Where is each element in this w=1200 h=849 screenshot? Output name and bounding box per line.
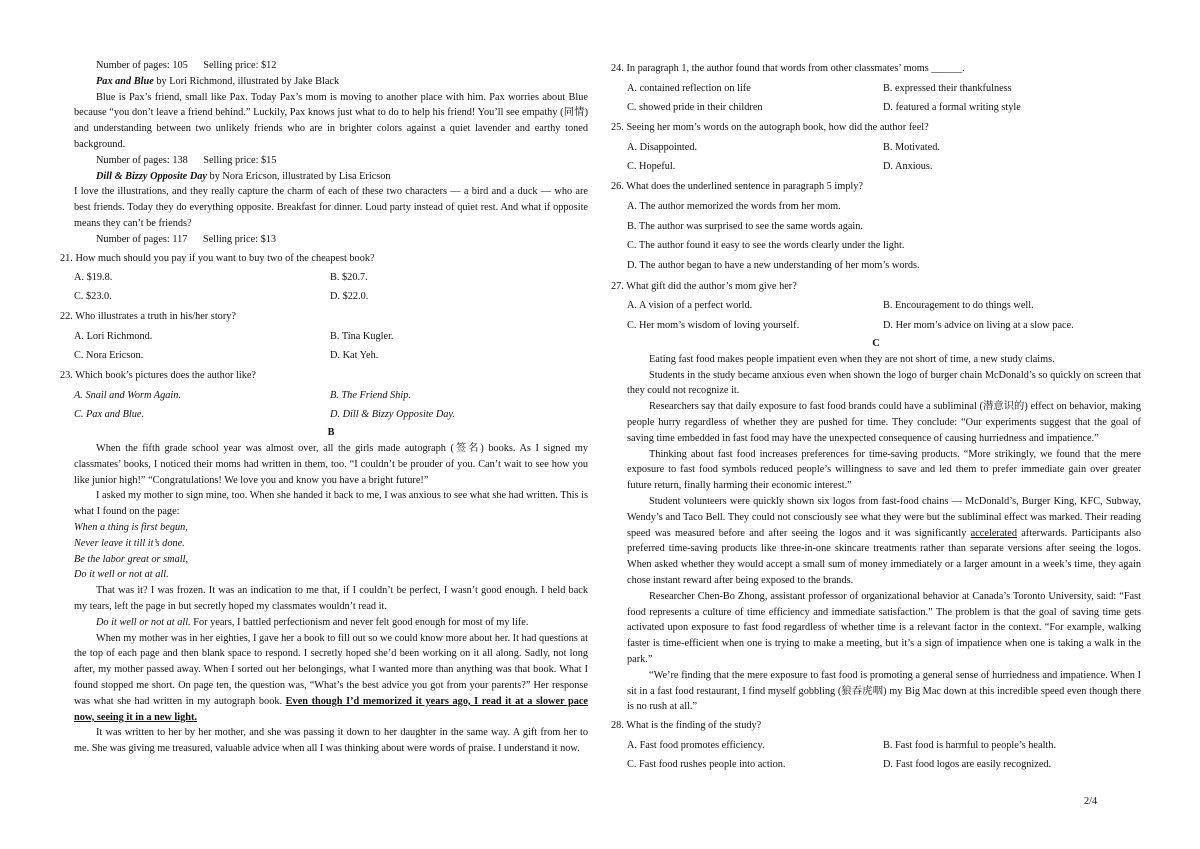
option-d: D. Fast food logos are easily recognized. [883,759,1052,771]
book3-description: I love the illustrations, and they really capture the charm of each of these two characters — a bird and a duck — who are best friends. Today they do everything opposite. Breakfast for dinner. Loud party instead of quiet rest. And what if opposite means they can’t be friends? [74,186,588,229]
passage-c-paragraph-6: Researcher Chen-Bo Zhong, assistant professor of organizational behavior at Canada’s Toronto University, said: “Fast food represents a culture of time efficiency and immediate satisfaction.” The problem is that the goal of saving time gets activated upon exposure to fast food regardless of whether time is a relevant factor in the context. “For example, walking faster is time-efficient when one is trying to make a meeting, but it’s a sign of impatience when one is taking a walk in the park.” [627,590,1141,665]
question-26-options [611,197,1141,275]
option-a: A. Lori Richmond. [74,331,153,343]
question-21: 21. How much should you pay if you want to buy two of the cheapest book? [60,252,375,264]
option-a: A. The author memorized the words from her mom. [627,201,841,213]
passage-c-paragraph-1: Eating fast food makes people impatient even when they are not short of time, a new study claims. [649,353,1055,365]
passage-c-paragraph-5 [627,494,1141,589]
book1-info: Number of pages: 105 Selling price: $12 [96,60,277,71]
option-c: C. The author found it easy to see the words clearly under the light. [627,240,905,252]
option-b: B. The author was surprised to see the same words again. [627,220,864,232]
book3-info: Number of pages: 117 Selling price: $13 [96,233,277,245]
option-b: B. $20.7. [330,272,368,284]
passage-c-paragraph-7: “We’re finding that the mere exposure to fast food is promoting a general sense of hurriedness and impatience. When I sit in a fast food restaurant, I find myself gobbling (狼吞虎咽) my Big Mac down at this incredible speed even though there is no rush at all.” [627,669,1141,713]
option-d: D. Her mom’s advice on living at a slow pace. [883,319,1074,331]
book3-heading [74,169,588,185]
poem-line: Do it well or not at all. [74,569,169,581]
option-c: C. Fast food rushes people into action. [627,759,786,771]
passage-b-paragraph-5 [74,631,588,726]
passage-b-paragraph-1: When the fifth grade school year was almost over, all the girls made autograph (签名) books. As I signed my classmates’ books, I noticed their moms had written in them, too. “I couldn’t be prouder of you. Can’t wait to see how you like junior high!” “Congratulations! We love you and know you have a bright future!” [74,442,588,486]
option-d: D. $22.0. [330,291,369,303]
book2-byline: by Lori Richmond, illustrated by Jake Black [153,75,340,87]
book2-heading [74,74,588,90]
passage-c [611,352,1141,715]
poem-line: Never leave it till it’s done. [74,537,185,549]
option-a: A. Fast food promotes efficiency. [627,739,765,751]
question-25-options [611,138,1141,176]
paragraph-text: When my mother was in her eighties, I gave her a book to fill out so we could know more about her. It had questions at the top of each page and then blank space to respond. I secretly hoped she’d been working on it all along. Sadly, not long after, my mother passed away. When I sorted out her belongings, what I wanted more than anything was that book. What I found stopped me short. On page ten, the question was, “What’s the best advice you got from your parents?” Her response was what she had written in my autograph book. [74,632,588,707]
option-b: B. Motivated. [883,142,940,153]
question-22: 22. Who illustrates a truth in his/her story? [60,311,236,323]
section-b-heading: B [327,426,335,438]
option-c: C. Pax and Blue. [74,408,145,420]
passage-c-paragraph-2: Students in the study became anxious even when shown the logo of burger chain McDonald’s so quickly on screen that they could not recognize it. [627,369,1141,397]
question-24-options [611,79,1141,117]
poem-line: Be the labor great or small, [74,553,189,565]
question-27: 27. What gift did the author’s mom give her? [611,280,797,292]
option-d: D. featured a formal writing style [883,102,1021,113]
option-c: C. showed pride in their children [627,102,763,113]
underlined-word: accelerated [970,527,1017,539]
option-b: B. Encouragement to do things well. [883,300,1034,312]
question-28: 28. What is the finding of the study? [611,720,762,732]
option-c: C. $23.0. [74,291,112,303]
question-25: 25. Seeing her mom’s words on the autograph book, how did the author feel? [611,122,929,134]
right-column [611,58,1141,774]
underlined-sentence: Even though I’d memorized it years ago, I read it at a slower pace now, seeing it in a new light. [74,695,589,723]
question-22-options [74,327,588,365]
passage-c-paragraph-4: Thinking about fast food increases preferences for time-saving products. “More strikingly, we found that the mere exposure to fast food symbols reduced people’s willingness to save and led them to prefer immediate gain over greater future return, finally harming their economic interest.” [627,448,1141,492]
book3-byline: by Nora Ericson, illustrated by Lisa Ericson [206,170,391,182]
option-b: B. The Friend Ship. [330,389,411,401]
option-a: A. contained reflection on life [627,82,751,94]
question-26: 26. What does the underlined sentence in paragraph 5 imply? [611,181,864,193]
option-b: B. expressed their thankfulness [883,82,1012,94]
option-a: A. Snail and Worm Again. [74,389,181,401]
book2-title: Pax and Blue [96,75,154,87]
option-d: D. Anxious. [883,161,933,173]
option-b: B. Tina Kugler. [330,331,394,343]
option-d: D. The author began to have a new understanding of her mom’s words. [627,259,920,271]
question-23-options [74,386,588,424]
left-column [60,58,589,757]
passage-c-paragraph-3: Researchers say that daily exposure to fast food brands could have a subliminal (潜意识的) effect on behavior, making people hurry regardless of whether they are pushed for time. They conclude: “Our experiments suggest that the goal of saving time embedded in fast food may have the unexpected consequence of causing hurriedness and impatience.” [627,401,1141,444]
option-a: A. A vision of a perfect world. [627,300,753,312]
paragraph-text: Student volunteers were quickly shown six logos from fast-food chains — McDonald’s, Burger King, KFC, Subway, Wendy’s and Taco Bell. They could not consciously see what they were but the subliminal effect was marked. Their reading speed was measured before and after seeing the logos and it was significantly [627,495,1141,539]
option-d: D. Kat Yeh. [330,350,379,362]
option-c: C. Hopeful. [627,161,676,173]
book2-description: Blue is Pax’s friend, small like Pax. Today Pax’s mom is moving to another place with him. Pax worries about Blue because “you don’t leave a friend behind.” Luckily, Pax knows just what to do to help his friend! You’ll see empathy (同情) and understanding between two unlikely friends who are in brighter colors against a quiet lavender and earthy toned background. [74,91,588,150]
question-21-options [74,268,588,306]
option-c: C. Nora Ericson. [74,350,144,362]
question-27-options [611,296,1141,334]
page-number: 2/4 [1084,796,1098,807]
passage-b-paragraph-2: I asked my mother to sign mine, too. When she handed it back to me, I was anxious to see what she had written. This is what I found on the page: [74,490,588,518]
book2-info: Number of pages: 138 Selling price: $15 [96,154,277,166]
option-a: A. $19.8. [74,272,113,284]
passage-b-paragraph-6: It was written to her by her mother, and she was passing it down to her daughter in the same way. A gift from her to me. She was giving me treasured, valuable advice when all I was thinking about were words of praise. I understand it now. [74,727,588,755]
question-28-options [611,736,1141,774]
option-b: B. Fast food is harmful to people’s health. [883,739,1057,751]
option-a: A. Disappointed. [627,142,698,153]
question-23: 23. Which book’s pictures does the author like? [60,370,256,382]
passage-b-paragraph-4 [74,615,588,631]
passage-b-paragraph-3: That was it? I was frozen. It was an indication to me that, if I couldn’t be perfect, I wasn’t good enough. I held back my tears, left the page in but secretly hoped my classmates wouldn’t read it. [74,585,588,612]
question-24: 24. In paragraph 1, the author found that words from other classmates’ moms ______. [611,63,965,74]
book3-title: Dill & Bizzy Opposite Day [96,170,207,182]
poem [74,520,588,583]
paragraph-text: For years, I battled perfectionism and never felt good enough for most of my life. [190,616,529,628]
quoted-line: Do it well or not at all. [96,616,191,628]
option-d: D. Dill & Bizzy Opposite Day. [330,408,455,420]
paragraph-text: afterwards. Participants also preferred time-saving products like three-in-one skincare treatments rather than separate versions after seeing the logos. When asked whether they would accept a small sum of money immediately or a larger amount in a week’s time, they again chose instant reward after being exposed to the brands. [627,527,1141,586]
poem-line: When a thing is first begun, [74,521,188,533]
section-c-heading: C [872,337,880,349]
option-c: C. Her mom’s wisdom of loving yourself. [627,319,800,331]
